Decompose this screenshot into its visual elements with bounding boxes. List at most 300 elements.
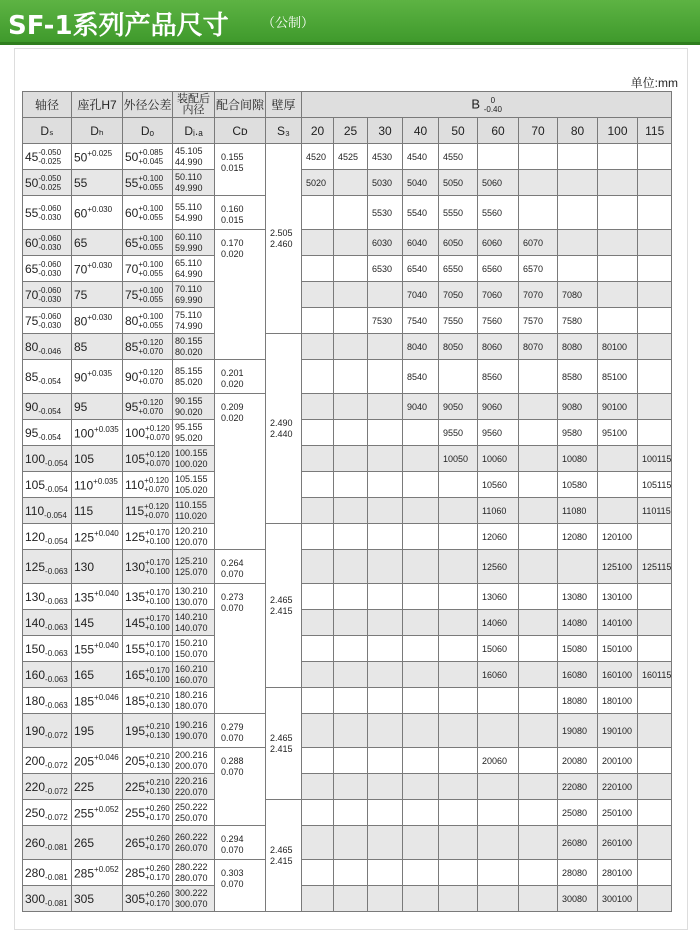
- header-wall: 壁厚: [266, 92, 302, 118]
- shaft-nominal: 140: [25, 615, 46, 630]
- tol-upper: +0.100: [138, 311, 164, 321]
- tol-upper: +0.170: [145, 587, 170, 597]
- tol-lower: +0.100: [145, 596, 170, 606]
- part-number: [478, 886, 519, 912]
- part-number: [368, 886, 403, 912]
- part-number: [439, 360, 478, 394]
- tol-lower: +0.100: [145, 566, 170, 576]
- part-number: [519, 748, 558, 774]
- outer-dia: [123, 498, 173, 524]
- part-number: [519, 446, 558, 472]
- width-col: 100: [598, 118, 638, 144]
- bore-dia: [72, 282, 123, 308]
- part-number: [598, 144, 638, 170]
- part-number: [519, 170, 558, 196]
- outer-dia: [123, 230, 173, 256]
- clearance-value: [215, 748, 266, 826]
- part-number: 200100: [598, 748, 638, 774]
- od-tolerance: [145, 722, 170, 740]
- part-number: 140100: [598, 610, 638, 636]
- tol-lower: -0.072: [45, 786, 68, 796]
- tol-upper: -0.060: [38, 285, 62, 295]
- shaft-dia: [23, 308, 72, 334]
- od-nominal: 285: [125, 865, 146, 880]
- part-number: [638, 334, 672, 360]
- part-number: [519, 584, 558, 610]
- part-number: [478, 860, 519, 886]
- inner-dia-assembled: [173, 308, 215, 334]
- outer-dia: [123, 610, 173, 636]
- part-number: 7070: [519, 282, 558, 308]
- value-line: 64.990: [175, 268, 203, 279]
- part-number: 95100: [598, 420, 638, 446]
- outer-dia: [123, 662, 173, 688]
- part-number: 12080: [558, 524, 598, 550]
- inner-dia-assembled: [173, 584, 215, 610]
- part-number: 9580: [558, 420, 598, 446]
- header-clearance: 配合间隙: [215, 92, 266, 118]
- shaft-dia: [23, 860, 72, 886]
- value-line: 2.415: [270, 855, 293, 866]
- shaft-nominal: 110: [25, 503, 45, 518]
- part-number: [598, 308, 638, 334]
- value-line: 250.222: [175, 801, 208, 812]
- table-row: [23, 144, 672, 170]
- part-number: [638, 196, 672, 230]
- inner-dia-assembled: [173, 360, 215, 394]
- bore-tolerance: +0.025: [87, 148, 113, 158]
- table-row: [23, 584, 672, 610]
- header-width: B 0 -0.40: [302, 92, 672, 118]
- bore-tolerance: +0.052: [94, 864, 119, 874]
- shaft-dia: [23, 800, 72, 826]
- value-line: 2.460: [270, 238, 293, 249]
- part-number: [478, 774, 519, 800]
- part-number: 5020: [302, 170, 334, 196]
- tol-upper: +0.100: [138, 285, 164, 295]
- value-line: 80.020: [175, 346, 203, 357]
- width-col: 70: [519, 118, 558, 144]
- part-number: [334, 610, 368, 636]
- value-line: 0.170: [221, 238, 244, 248]
- tol-lower: -0.054: [45, 484, 68, 494]
- tol-lower: +0.130: [145, 786, 170, 796]
- od-nominal: 60: [125, 205, 139, 220]
- od-tolerance: [138, 398, 163, 416]
- tol-lower: +0.045: [138, 156, 164, 166]
- bore-dia: [72, 524, 123, 550]
- part-number: 12560: [478, 550, 519, 584]
- part-number: 8540: [403, 360, 439, 394]
- table-row: [23, 230, 672, 256]
- value-line: 0.288: [221, 756, 244, 766]
- shaft-dia: [23, 196, 72, 230]
- part-number: [439, 472, 478, 498]
- part-number: [558, 144, 598, 170]
- od-tolerance: [145, 614, 170, 632]
- value-line: 280.070: [175, 872, 208, 883]
- part-number: 80100: [598, 334, 638, 360]
- value-line: 120.210: [175, 525, 208, 536]
- tol-upper: +0.170: [145, 527, 170, 537]
- part-number: [334, 498, 368, 524]
- value-line: 85.020: [175, 376, 203, 387]
- value-line: 0.070: [221, 767, 244, 777]
- value-line: 60.110: [175, 231, 202, 242]
- shaft-dia: [23, 636, 72, 662]
- outer-dia: [123, 826, 173, 860]
- od-tolerance: [144, 476, 169, 494]
- part-number: [478, 826, 519, 860]
- part-number: [302, 256, 334, 282]
- tol-lower: +0.055: [138, 268, 164, 278]
- shaft-tolerance: [45, 528, 68, 546]
- outer-dia: [123, 860, 173, 886]
- part-number: 10060: [478, 446, 519, 472]
- part-number: [302, 472, 334, 498]
- part-number: [558, 170, 598, 196]
- tol-upper: +0.120: [145, 449, 170, 459]
- value-line: 49.990: [175, 182, 203, 193]
- od-nominal: 165: [125, 667, 146, 682]
- shaft-dia: [23, 524, 72, 550]
- outer-dia: [123, 748, 173, 774]
- table-row: [23, 282, 672, 308]
- inner-dia-assembled: [173, 230, 215, 256]
- part-number: [334, 774, 368, 800]
- value-line: 90.155: [175, 395, 203, 406]
- part-number: 15060: [478, 636, 519, 662]
- value-line: 44.990: [175, 156, 203, 167]
- bore-nominal: 130: [74, 559, 95, 574]
- part-number: [368, 748, 403, 774]
- value-line: 190.216: [175, 719, 208, 730]
- symbol-wall: S₃: [266, 118, 302, 144]
- tol-lower: +0.055: [138, 242, 164, 252]
- bore-nominal: 105: [74, 451, 95, 466]
- table-row: [23, 550, 672, 584]
- tol-lower: -0.030: [38, 294, 62, 304]
- tol-upper: +0.170: [145, 613, 170, 623]
- od-nominal: 205: [125, 753, 146, 768]
- wall-thickness: [266, 334, 302, 524]
- bore-tolerance: +0.030: [87, 204, 113, 214]
- od-nominal: 55: [125, 175, 139, 190]
- outer-dia: [123, 256, 173, 282]
- inner-dia-assembled: [173, 662, 215, 688]
- table-row: [23, 610, 672, 636]
- bore-dia: [72, 420, 123, 446]
- part-number: [334, 256, 368, 282]
- shaft-tolerance: [45, 588, 68, 606]
- shaft-dia: [23, 886, 72, 912]
- part-number: [478, 144, 519, 170]
- part-number: 7080: [558, 282, 598, 308]
- part-number: [598, 472, 638, 498]
- part-number: 8070: [519, 334, 558, 360]
- title-banner: [0, 0, 700, 45]
- tol-upper: +0.170: [145, 557, 170, 567]
- clearance-value: [215, 144, 266, 196]
- od-tolerance: [138, 286, 163, 304]
- od-tolerance: [145, 778, 170, 796]
- part-number: 4520: [302, 144, 334, 170]
- inner-dia-assembled: [173, 524, 215, 550]
- shaft-tolerance: [45, 834, 68, 852]
- value-line: 50.110: [175, 171, 202, 182]
- outer-dia: [123, 308, 173, 334]
- part-number: 10050: [439, 446, 478, 472]
- part-number: [403, 748, 439, 774]
- part-number: [334, 394, 368, 420]
- shaft-tolerance: [44, 502, 67, 520]
- outer-dia: [123, 282, 173, 308]
- part-number: [302, 662, 334, 688]
- part-number: [368, 714, 403, 748]
- part-number: [558, 196, 598, 230]
- shaft-nominal: 300: [25, 891, 46, 906]
- part-number: 16080: [558, 662, 598, 688]
- table-header: [23, 92, 672, 144]
- shaft-tolerance: [45, 476, 68, 494]
- bore-nominal: 225: [74, 779, 95, 794]
- bore-nominal: 255: [74, 806, 95, 821]
- od-tolerance: [145, 752, 170, 770]
- part-number: 9550: [439, 420, 478, 446]
- part-number: [638, 688, 672, 714]
- symbol-od: Dₒ: [123, 118, 173, 144]
- shaft-nominal: 180: [25, 693, 46, 708]
- shaft-dia: [23, 420, 72, 446]
- bore-nominal: 85: [74, 339, 88, 354]
- tol-lower: +0.130: [145, 730, 170, 740]
- part-number: [334, 662, 368, 688]
- outer-dia: [123, 196, 173, 230]
- part-number: 5560: [478, 196, 519, 230]
- shaft-dia: [23, 610, 72, 636]
- value-line: 220.070: [175, 786, 208, 797]
- shaft-nominal: 90: [25, 399, 39, 414]
- shaft-tolerance: [38, 234, 61, 252]
- table-row: [23, 308, 672, 334]
- inner-dia-assembled: [173, 860, 215, 886]
- part-number: 13060: [478, 584, 519, 610]
- part-number: [302, 334, 334, 360]
- part-number: [439, 774, 478, 800]
- shaft-tolerance: [45, 692, 68, 710]
- bore-dia: [72, 688, 123, 714]
- od-tolerance: [145, 558, 170, 576]
- part-number: [519, 360, 558, 394]
- part-number: [598, 256, 638, 282]
- value-line: 200.216: [175, 749, 208, 760]
- outer-dia: [123, 886, 173, 912]
- od-tolerance: [138, 174, 163, 192]
- tol-lower: -0.030: [38, 242, 62, 252]
- bore-tolerance: +0.046: [94, 752, 119, 762]
- part-number: [598, 282, 638, 308]
- inner-dia-assembled: [173, 774, 215, 800]
- part-number: [519, 394, 558, 420]
- part-number: [302, 886, 334, 912]
- outer-dia: [123, 334, 173, 360]
- tol-upper: +0.120: [138, 367, 164, 377]
- part-number: 4550: [439, 144, 478, 170]
- part-number: [638, 610, 672, 636]
- part-number: 6070: [519, 230, 558, 256]
- part-number: 20080: [558, 748, 598, 774]
- outer-dia: [123, 636, 173, 662]
- part-number: [368, 636, 403, 662]
- part-number: [439, 662, 478, 688]
- width-col: 115: [638, 118, 672, 144]
- part-number: [638, 636, 672, 662]
- part-number: 5550: [439, 196, 478, 230]
- value-line: 0.020: [221, 249, 244, 259]
- width-col: 50: [439, 118, 478, 144]
- bore-dia: [72, 360, 123, 394]
- width-col: 60: [478, 118, 519, 144]
- part-number: [598, 196, 638, 230]
- part-number: [519, 826, 558, 860]
- part-number: [334, 170, 368, 196]
- od-nominal: 155: [125, 641, 146, 656]
- shaft-nominal: 250: [25, 805, 46, 820]
- value-line: 250.070: [175, 812, 208, 823]
- part-number: [302, 446, 334, 472]
- value-line: 130.210: [175, 585, 208, 596]
- value-line: 150.210: [175, 637, 208, 648]
- shaft-dia: [23, 826, 72, 860]
- bore-dia: [72, 144, 123, 170]
- part-number: [638, 886, 672, 912]
- value-line: 100.155: [175, 447, 208, 458]
- tol-lower: -0.030: [38, 320, 62, 330]
- value-line: 300.222: [175, 887, 208, 898]
- part-number: [302, 420, 334, 446]
- bore-nominal: 50: [74, 150, 88, 165]
- part-number: [334, 550, 368, 584]
- shaft-nominal: 105: [25, 477, 46, 492]
- od-nominal: 100: [125, 425, 146, 440]
- value-line: 80.155: [175, 335, 203, 346]
- part-number: [302, 774, 334, 800]
- value-line: 90.020: [175, 406, 203, 417]
- part-number: [638, 860, 672, 886]
- od-nominal: 90: [125, 369, 139, 384]
- value-line: 110.155: [175, 499, 207, 510]
- value-line: 0.070: [221, 733, 244, 743]
- part-number: [638, 394, 672, 420]
- part-number: [558, 550, 598, 584]
- inner-dia-assembled: [173, 498, 215, 524]
- tol-lower: -0.054: [45, 536, 68, 546]
- clearance-value: [215, 230, 266, 360]
- value-line: 69.990: [175, 294, 203, 305]
- value-line: 65.110: [175, 257, 202, 268]
- part-number: [334, 420, 368, 446]
- value-line: 0.015: [221, 163, 244, 173]
- part-number: 9060: [478, 394, 519, 420]
- value-line: 0.279: [221, 722, 244, 732]
- part-number: [302, 826, 334, 860]
- value-line: 2.505: [270, 227, 293, 238]
- value-line: 180.216: [175, 689, 208, 700]
- tol-upper: +0.120: [145, 423, 170, 433]
- part-number: [638, 360, 672, 394]
- outer-dia: [123, 524, 173, 550]
- od-nominal: 50: [125, 149, 139, 164]
- shaft-tolerance: [38, 286, 61, 304]
- shaft-nominal: 100: [25, 451, 46, 466]
- tol-lower: -0.063: [45, 674, 68, 684]
- bore-dia: [72, 636, 123, 662]
- od-nominal: 135: [125, 589, 146, 604]
- shaft-dia: [23, 774, 72, 800]
- tol-lower: +0.170: [145, 898, 170, 908]
- part-number: [598, 170, 638, 196]
- tol-upper: -0.050: [38, 173, 62, 183]
- part-number: [302, 800, 334, 826]
- part-number: [302, 714, 334, 748]
- od-tolerance: [138, 312, 163, 330]
- part-number: 12060: [478, 524, 519, 550]
- value-line: 140.210: [175, 611, 208, 622]
- part-number: [368, 282, 403, 308]
- od-nominal: 305: [125, 891, 146, 906]
- table-row: [23, 256, 672, 282]
- bore-nominal: 55: [74, 175, 88, 190]
- part-number: [368, 550, 403, 584]
- shaft-tolerance: [38, 148, 61, 166]
- clearance-value: [215, 196, 266, 230]
- bore-tolerance: +0.040: [94, 640, 119, 650]
- part-number: 6060: [478, 230, 519, 256]
- part-number: [638, 826, 672, 860]
- part-number: 7530: [368, 308, 403, 334]
- tol-lower: +0.070: [138, 376, 164, 386]
- od-tolerance: [145, 804, 170, 822]
- part-number: 9040: [403, 394, 439, 420]
- part-number: [334, 826, 368, 860]
- shaft-tolerance: [38, 260, 61, 278]
- part-number: [368, 446, 403, 472]
- outer-dia: [123, 420, 173, 446]
- tol-lower: -0.063: [45, 648, 68, 658]
- tol-upper: +0.120: [144, 475, 169, 485]
- part-number: [519, 550, 558, 584]
- symbol-id: Dᵢ.ₐ: [173, 118, 215, 144]
- part-number: 6560: [478, 256, 519, 282]
- value-line: 0.209: [221, 402, 244, 412]
- part-number: 160100: [598, 662, 638, 688]
- value-line: 160.070: [175, 674, 208, 685]
- part-number: 8580: [558, 360, 598, 394]
- od-tolerance: [145, 588, 170, 606]
- part-number: [638, 584, 672, 610]
- bore-tolerance: +0.030: [87, 260, 113, 270]
- part-number: 14080: [558, 610, 598, 636]
- od-tolerance: [138, 204, 163, 222]
- od-nominal: 95: [125, 399, 139, 414]
- part-number: [519, 774, 558, 800]
- part-number: [302, 748, 334, 774]
- part-number: [403, 636, 439, 662]
- part-number: 6530: [368, 256, 403, 282]
- bore-nominal: 185: [74, 694, 95, 709]
- part-number: 280100: [598, 860, 638, 886]
- part-number: [598, 230, 638, 256]
